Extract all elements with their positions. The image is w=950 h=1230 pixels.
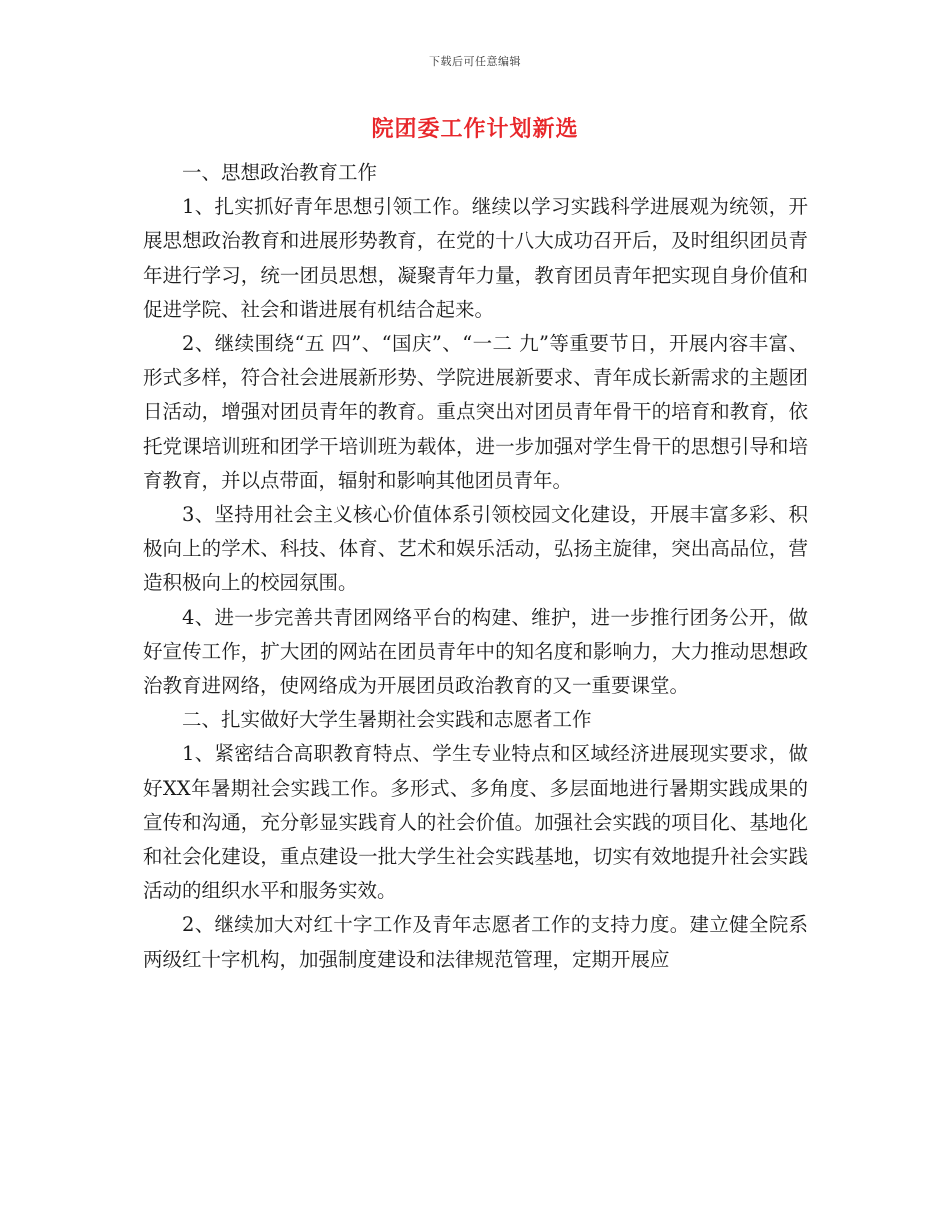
section-heading-2: 二、扎实做好大学生暑期社会实践和志愿者工作 — [182, 708, 592, 732]
document-title: 院团委工作计划新选 — [371, 116, 579, 142]
section-heading-1: 一、思想政治教育工作 — [182, 161, 378, 184]
paragraph-1-1: 1、扎实抓好青年思想引领工作。继续以学习实践科学进展观为统领，开展思想政治教育和进展形势教育，在党的十八大成功召开后，及时组织团员青年进行学习，统一团员思想，凝聚青年力量，教育团员青年把实现自身价值和促进学院、社会和谐进展有机结合起来。 — [143, 195, 808, 321]
paragraph-1-2: 2、继续围绕“五 四”、“国庆”、“一二 九”等重要节日，开展内容丰富、形式多样，符合社会进展新形势、学院进展新要求、青年成长新需求的主题团日活动，增强对团员青年的教育。重点突出对团员青年骨干的培育和教育，依托党课培训班和团学干培训班为载体，进一步加强对学生骨干的思想引导和培育教育，并以点带面，辐射和影响其他团员青年。 — [143, 332, 808, 492]
paragraph-1-3: 3、坚持用社会主义核心价值体系引领校园文化建设，开展丰富多彩、积极向上的学术、科技、体育、艺术和娱乐活动，弘扬主旋律，突出高品位，营造积极向上的校园氛围。 — [143, 503, 808, 595]
header-note: 下载后可任意编辑 — [429, 55, 521, 68]
paragraph-2-1: 1、紧密结合高职教育特点、学生专业特点和区域经济进展现实要求，做好XX年暑期社会实践工作。多形式、多角度、多层面地进行暑期实践成果的宣传和沟通，充分彰显实践育人的社会价值。加强社会实践的项目化、基地化和社会化建设，重点建设一批大学生社会实践基地，切实有效地提升社会实践活动的组织水平和服务实效。 — [143, 742, 808, 903]
paragraph-1-4: 4、进一步完善共青团网络平台的构建、维护，进一步推行团务公开，做好宣传工作，扩大团的网站在团员青年中的知名度和影响力，大力推动思想政治教育进网络，使网络成为开展团员政治教育的又一重要课堂。 — [143, 605, 808, 698]
paragraph-2-2: 2、继续加大对红十字工作及青年志愿者工作的支持力度。建立健全院系两级红十字机构，加强制度建设和法律规范管理，定期开展应 — [143, 913, 808, 971]
document-body — [143, 156, 808, 977]
